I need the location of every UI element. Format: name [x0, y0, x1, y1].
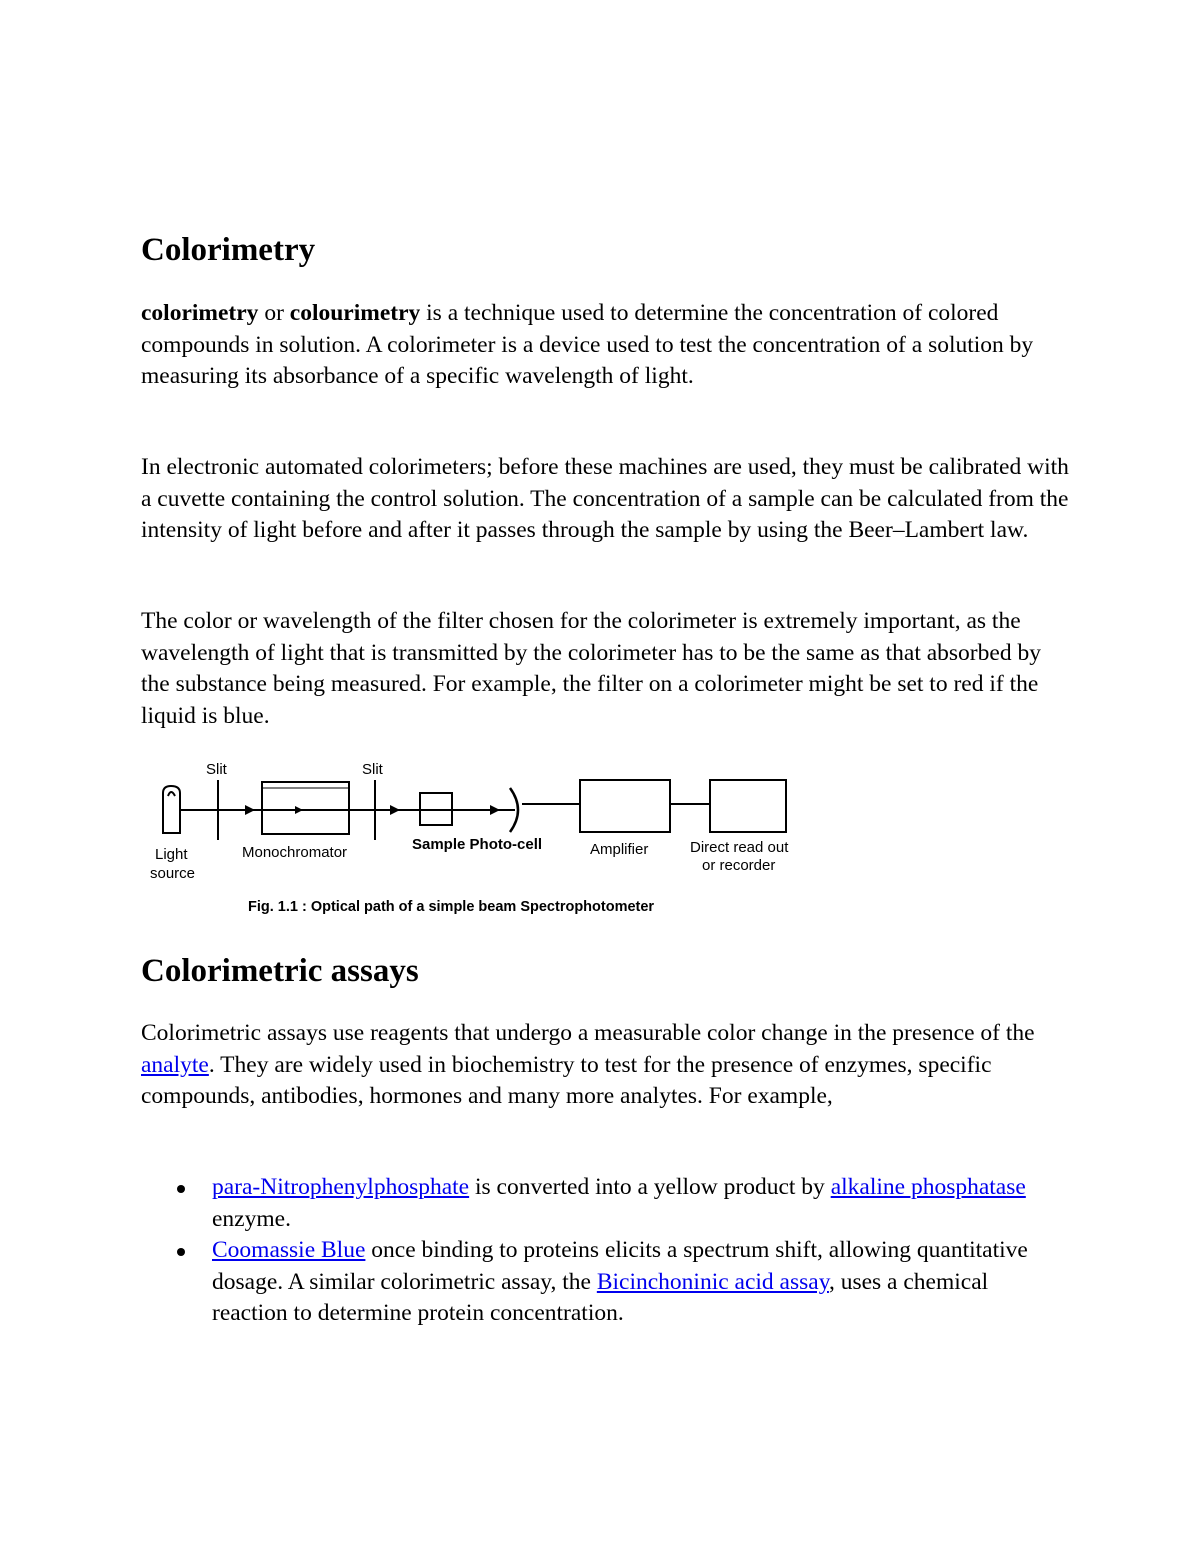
link-alkaline-phosphatase[interactable]: alkaline phosphatase: [830, 1174, 1026, 1200]
readout-box: [710, 780, 786, 832]
examples-list: [141, 1172, 1041, 1330]
arrow-1: [245, 805, 255, 815]
label-slit-1: Slit: [206, 761, 227, 778]
paragraph-electronic-colorimeters: In electronic automated colorimeters; before these machines are used, they must be calibrated with a cuvette containing the control solution. The concentration of a sample can be calculated from the intensity of light before and after it passes through the sample by using the Beer–Lambert law.: [141, 454, 1069, 543]
label-direct-read-out: Direct read out: [690, 839, 789, 856]
list-item-text: enzyme.: [212, 1205, 291, 1232]
label-light: Light: [155, 846, 188, 863]
arrow-4: [490, 805, 500, 815]
list-item: [141, 1235, 1041, 1330]
assays-intro-text: Colorimetric assays use reagents that undergo a measurable color change in the presence of the: [141, 1020, 1035, 1046]
list-item-text: once binding to proteins elicits a spectrum shift, allowing quantitative dosage. A similar colorimetric assay, the: [212, 1237, 1028, 1295]
spectrophotometer-diagram: [150, 758, 830, 923]
amplifier-box: [580, 780, 670, 832]
heading-colorimetric-assays: Colorimetric assays: [141, 953, 419, 989]
label-source: source: [150, 865, 196, 882]
light-source-icon: [163, 786, 180, 833]
definition-text: is a technique used to determine the concentration of colored compounds in solution. A colorimeter is a device used to test the concentration of a solution by measuring its absorbance of a specific wavelength of light.: [141, 300, 1034, 389]
heading-colorimetry: Colorimetry: [141, 232, 316, 268]
label-monochromator: Monochromator: [242, 844, 348, 861]
monochromator-box: [262, 782, 349, 834]
link-coomassie-blue[interactable]: Coomassie Blue: [212, 1237, 366, 1263]
term-colorimetry: colorimetry: [141, 300, 259, 326]
paragraph-definition: [141, 298, 1071, 393]
link-bicinchoninic-acid-assay[interactable]: Bicinchoninic acid assay: [596, 1268, 829, 1295]
list-item: [141, 1172, 1041, 1235]
arrow-3: [390, 805, 400, 815]
paragraph-assays-intro: [141, 1018, 1071, 1113]
label-slit-2: Slit: [362, 761, 383, 778]
label-amplifier: Amplifier: [590, 841, 649, 858]
term-colourimetry: colourimetry: [289, 300, 421, 326]
text-or: or: [258, 300, 290, 326]
figure-caption: Fig. 1.1 : Optical path of a simple beam Spectrophotometer: [248, 899, 655, 915]
label-or-recorder: or recorder: [702, 857, 776, 874]
link-analyte[interactable]: analyte: [141, 1051, 209, 1078]
bullet-icon: [177, 1185, 185, 1193]
link-para-nitrophenylphosphate[interactable]: para-Nitrophenylphosphate: [212, 1174, 470, 1200]
bullet-icon: [177, 1248, 185, 1256]
label-sample-photocell: Sample Photo-cell: [412, 836, 543, 853]
assays-intro-text-cont: . They are widely used in biochemistry to test for the presence of enzymes, specific compounds, antibodies, hormones and many more analytes. For example,: [141, 1051, 992, 1109]
list-item-text: is converted into a yellow product by: [469, 1174, 831, 1200]
paragraph-filter-color: The color or wavelength of the filter chosen for the colorimeter is extremely important, as the wavelength of light that is transmitted by the colorimeter has to be the same as that absorbed by the substance being measured. For example, the filter on a colorimeter might be set to red if the liquid is blue.: [141, 608, 1041, 729]
arrow-2: [295, 806, 303, 814]
list-item-text: , uses a chemical reaction to determine protein concentration.: [212, 1268, 989, 1326]
